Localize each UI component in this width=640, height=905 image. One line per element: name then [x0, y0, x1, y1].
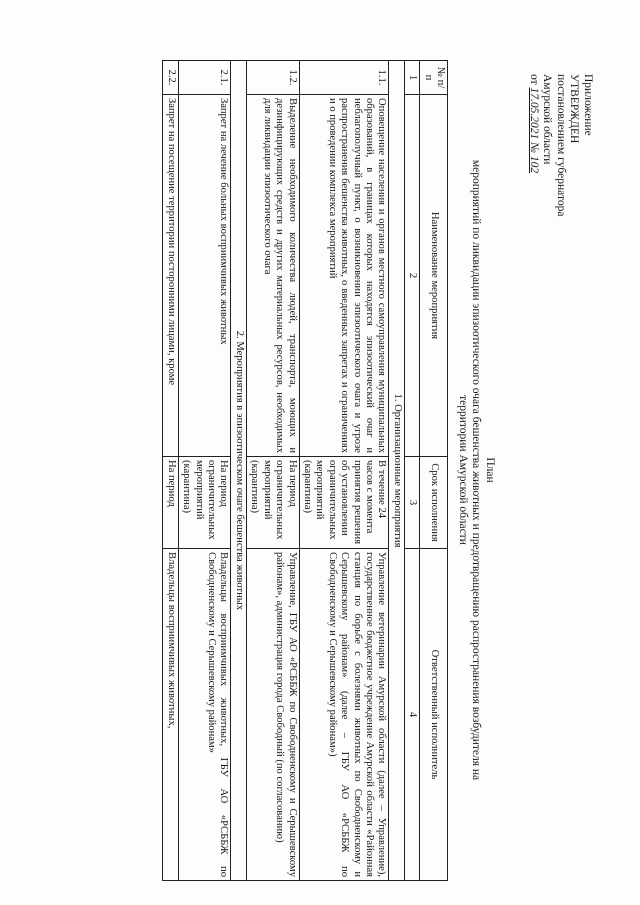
section-row [389, 61, 404, 881]
col-number-3: 3 [404, 457, 419, 549]
table-row [178, 61, 231, 881]
measures-table [162, 60, 448, 881]
row-number: 2.1. [178, 61, 231, 95]
row-number: 1.2. [246, 61, 299, 95]
approval-block [527, 74, 595, 274]
row-measure: Выделение необходимого количества людей, транспорта, моющих и дезинфицирующих средств и других материальных ресурсов, необходимых для ликвидации эпизоотического очага [246, 95, 299, 457]
title-line-2: мероприятий по ликвидации эпизоотического очага бешенства животных и предотвращению распространения возбудителя на [470, 159, 483, 781]
row-executor: Владельцы восприимчивых животных, ГБУ АО «РСББЖ по Свободненскому и Серышевскому районам» [178, 549, 231, 881]
row-executor: Управление, ГБУ АО «РСББЖ по Свободненскому и Серышевскому районам», администрация города Свободный (по согласованию) [246, 549, 299, 881]
header-number: № п/п [420, 61, 448, 95]
row-term: В течение 24 часов с момента принятия решения об установлении ограничительных мероприятий (карантина) [299, 457, 389, 549]
approved-label: УТВЕРЖДЕН [568, 74, 581, 144]
table-header-row [420, 61, 448, 881]
col-number-4: 4 [404, 549, 419, 881]
row-executor: Управление ветеринарии Амурской области (далее – Управление), государственное бюджетное учреждение Амурской области «Районная станция по борьбе с болезнями животных по Свободненскому и Серышевскому районам» (далее – ГБУ АО «РСББЖ по Свободненскому и Серышевскому районам») [299, 549, 389, 881]
row-term: На период [163, 457, 178, 549]
section-title: 2. Мероприятия в эпизоотическом очаге бешенства животных [231, 61, 246, 881]
approval-date-line [527, 74, 541, 274]
col-number-1: 1 [404, 61, 419, 95]
row-executor: Владельцы восприимчивых животных, [163, 549, 178, 881]
section-title: 1. Организационные мероприятия [389, 61, 404, 881]
appendix-label: Приложение [582, 74, 594, 136]
row-term: На период ограничительных мероприятий (карантина) [178, 457, 231, 549]
row-number: 2.2. [163, 61, 178, 95]
column-number-row [404, 61, 419, 881]
row-measure: Оповещение населения и органов местного самоуправления муниципальных образований, в границах которых находятся эпизоотический очаг и неблагополучный пункт, о возникновении эпизоотического очага и угрозе распространения бешенства животных, о введенных запретах и ограничениях и о проведении комплекса мероприятий [299, 95, 389, 457]
table-row [163, 61, 178, 881]
title-line-1: План [484, 457, 496, 483]
plan-title [456, 60, 497, 880]
col-number-2: 2 [404, 95, 419, 457]
handwritten-date-number: 17.05.2021 № 102 [528, 87, 540, 174]
row-number: 1.1. [299, 61, 389, 95]
section-row [231, 61, 246, 881]
row-measure: Запрет на посещение территории посторонними лицами, кроме [163, 95, 178, 457]
approval-line-2: Амурской области [541, 74, 554, 165]
date-prefix: от [528, 74, 540, 85]
row-measure: Запрет на лечение больных восприимчивых животных [178, 95, 231, 457]
table-row [246, 61, 299, 881]
header-measure-name: Наименование мероприятия [420, 95, 448, 457]
header-term: Срок исполнения [420, 457, 448, 549]
title-line-3: территории Амурской области [457, 395, 469, 545]
row-term: На период ограничительных мероприятий (карантина) [246, 457, 299, 549]
header-executor: Ответственный исполнитель [420, 549, 448, 881]
approval-line-1: постановлением губернатора [555, 74, 567, 217]
table-row [299, 61, 389, 881]
rotated-content [36, 60, 596, 880]
